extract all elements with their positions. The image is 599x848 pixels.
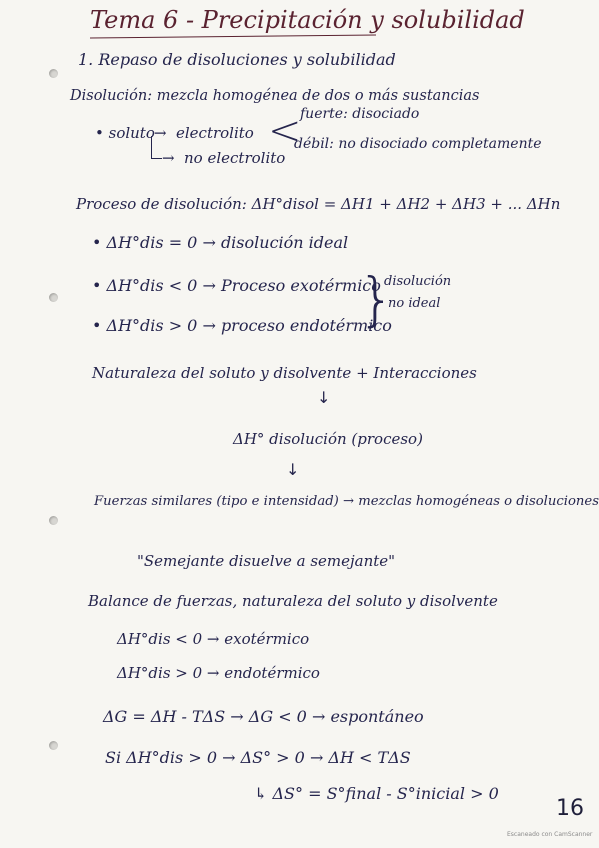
bullet-ideal: • ΔH°dis = 0 → disolución ideal (92, 233, 349, 252)
arrow: → (162, 149, 175, 167)
fuerzas-line: Fuerzas similares (tipo e intensidad) → mezclas homogéneas o disoluciones (94, 494, 599, 509)
definition-line: Disolución: mezcla homogénea de dos o más sustancias (70, 88, 480, 104)
endo-line: ΔH°dis > 0 → endotérmico (117, 664, 320, 682)
no-electrolito-label: no electrolito (184, 149, 286, 167)
dh-disolucion-line: ΔH° disolución (proceso) (233, 430, 423, 448)
entropy-line: ↳ ΔS° = S°final - S°inicial > 0 (254, 784, 499, 803)
proceso-line: Proceso de disolución: ΔH°disol = ΔH1 + ΔH2 + ΔH3 + ... ΔHn (76, 195, 561, 213)
scanner-footer: Escaneado con CamScanner (507, 831, 593, 838)
no-ideal-label: disolución (384, 274, 452, 289)
fuerte-label: fuerte: disociado (300, 106, 420, 122)
punch-hole (49, 741, 58, 750)
exo-line: ΔH°dis < 0 → exotérmico (117, 630, 310, 648)
electrolito-label: electrolito (176, 124, 254, 142)
si-line: Si ΔH°dis > 0 → ΔS° > 0 → ΔH < TΔS (105, 748, 411, 767)
naturaleza-line: Naturaleza del soluto y disolvente + Interacciones (92, 364, 477, 382)
gibbs-line: ΔG = ΔH - TΔS → ΔG < 0 → espontáneo (103, 707, 424, 726)
soluto-label: • soluto (95, 124, 155, 142)
down-arrow-icon: ↓ (286, 460, 300, 479)
section-heading: 1. Repaso de disoluciones y solubilidad (78, 50, 396, 69)
page-title: Tema 6 - Precipitación y solubilidad (90, 6, 525, 34)
down-arrow-icon: ↓ (317, 388, 331, 407)
punch-hole (49, 516, 58, 525)
brace: < (268, 108, 302, 154)
title-underline (90, 35, 376, 39)
bullet-exotermico: • ΔH°dis < 0 → Proceso exotérmico (92, 276, 381, 295)
bullet-endotermico: • ΔH°dis > 0 → proceso endotérmico (92, 316, 392, 335)
brace: } (358, 265, 395, 333)
arrow: → (154, 124, 167, 142)
semejante-line: "Semejante disuelve a semejante" (137, 552, 396, 570)
debil-label: débil: no disociado completamente (294, 136, 542, 152)
tree-branch (151, 136, 162, 159)
page-number: 16 (556, 796, 584, 821)
no-ideal-label: no ideal (388, 296, 441, 311)
punch-hole (49, 293, 58, 302)
balance-line: Balance de fuerzas, naturaleza del soluto y disolvente (88, 592, 498, 610)
punch-hole (49, 69, 58, 78)
